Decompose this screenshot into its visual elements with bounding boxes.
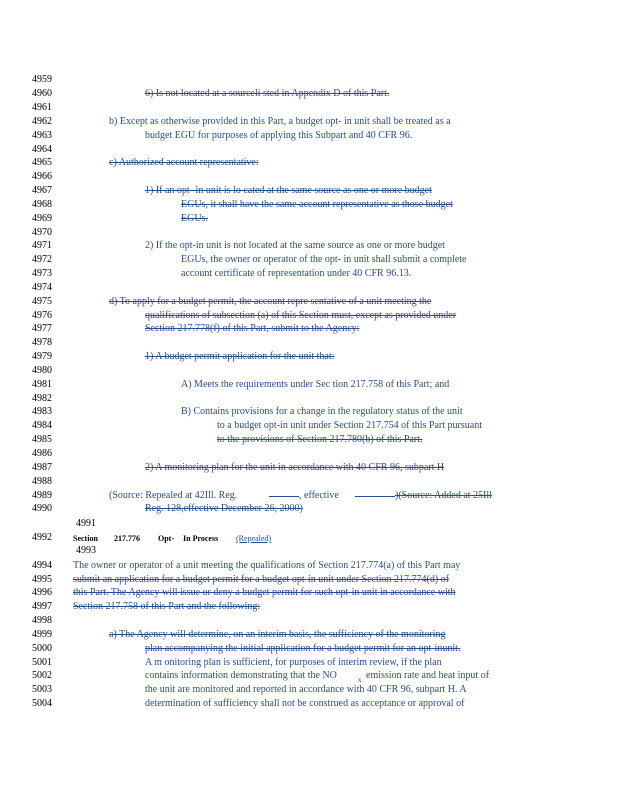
text-line: budget EGU for purposes of applying this Subpart and 40 CFR 96. (145, 130, 413, 141)
line-number: 4970 (32, 227, 52, 238)
line-number: 4973 (32, 268, 52, 279)
line-number: 5000 (32, 643, 52, 654)
text-line: determination of sufficiency shall not be construed as acceptance or approval of (145, 698, 465, 709)
text-line: Reg. 128,effective December 26, 2000) (145, 503, 303, 514)
text-line: EGUs. (181, 213, 208, 224)
line-number: 4964 (32, 144, 52, 155)
text-line: EGUs, the owner or operator of the opt- in unit shall submit a complete (181, 254, 467, 265)
blank-effective-date (355, 496, 395, 497)
text-line: b) Except as otherwise provided in this Part, a budget opt- in unit shall be treated as a (109, 116, 451, 127)
text-line: qualifications of subsection (a) of this Section must, except as provided under (145, 310, 457, 321)
text-line: Section 217.758 of this Part and the following: (73, 601, 261, 612)
text-line: 2) If the opt-in unit is not located at the same source as one or more budget (145, 240, 445, 251)
section-title-part1: Opt- (158, 534, 174, 543)
line-number: 4993 (76, 545, 96, 556)
line-number: 4978 (32, 337, 52, 348)
line-number: 4968 (32, 199, 52, 210)
line-number: 5001 (32, 657, 52, 668)
text-line: contains information demonstrating that the NO (145, 670, 337, 681)
text-line: this Part. The Agency will issue or deny a budget permit for such opt-in unit in accordance with (73, 587, 456, 598)
line-number: 4967 (32, 185, 52, 196)
line-number: 4995 (32, 574, 52, 585)
subscript-x: x (358, 676, 362, 684)
line-number: 4960 (32, 88, 52, 99)
text-line: account certificate of representation under 40 CFR 96.13. (181, 268, 412, 279)
text-line: The owner or operator of a unit meeting the qualifications of Section 217.774(a) of this Part may (73, 560, 461, 571)
line-number: 4971 (32, 240, 52, 251)
line-number: 4977 (32, 323, 52, 334)
source-note-part3: )(Source: Added at 25Ill (395, 490, 492, 501)
line-number: 4959 (32, 74, 52, 85)
text-line: A) Meets the requirements under Sec tion 217.758 of this Part; and (181, 379, 450, 390)
text-line: to the provisions of Section 217.780(b) of this Part. (217, 434, 423, 445)
line-number: 4991 (76, 518, 96, 529)
text-line: A m onitoring plan is sufficient, for purposes of interim review, if the plan (145, 657, 442, 668)
source-note-part2: , effective (299, 490, 339, 501)
line-number: 4962 (32, 116, 52, 127)
line-number: 4992 (32, 532, 52, 543)
line-number: 4987 (32, 462, 52, 473)
text-line: EGUs, it shall have the same account representative as those budget (181, 199, 453, 210)
text-line: to a budget opt-in unit under Section 217.754 of this Part pursuant (217, 420, 482, 431)
section-number: 217.776 (114, 534, 140, 543)
line-number: 4997 (32, 601, 52, 612)
line-number: 4980 (32, 365, 52, 376)
line-number: 4981 (32, 379, 52, 390)
line-number: 4984 (32, 420, 52, 431)
line-number: 4990 (32, 503, 52, 514)
text-line: 6) Is not located at a sourceli sted in Appendix D of this Part. (145, 88, 390, 99)
line-number: 4998 (32, 615, 52, 626)
text-line: emission rate and heat input of (366, 670, 490, 681)
line-number: 4994 (32, 560, 52, 571)
section-label: Section (73, 534, 98, 543)
line-number: 4966 (32, 171, 52, 182)
section-title-part2: In Process (183, 534, 219, 543)
text-line: Section 217.778(f) of this Part, submit to the Agency: (145, 323, 360, 334)
text-line: d) To apply for a budget permit, the account repre sentative of a unit meeting the (109, 296, 432, 307)
source-note-part1: (Source: Repealed at 42Ill. Reg. (109, 490, 238, 501)
text-line: 1) If an opt- in unit is lo cated at the same source as one or more budget (145, 185, 432, 196)
line-number: 4974 (32, 282, 52, 293)
line-number: 5003 (32, 684, 52, 695)
line-number: 4988 (32, 476, 52, 487)
line-number: 5002 (32, 670, 52, 681)
line-number: 4965 (32, 157, 52, 168)
repealed-tag: (Repealed) (236, 534, 272, 543)
line-number: 4979 (32, 351, 52, 362)
text-line: 2) A monitoring plan for the unit in accordance with 40 CFR 96, subpart H (145, 462, 445, 473)
line-number: 4963 (32, 130, 52, 141)
text-line: c) Authorized account representative: (109, 157, 259, 168)
blank-reg-number (269, 496, 299, 497)
text-line: submit an application for a budget permit for a budget opt-in unit under Section 217.774(d) of (73, 574, 450, 585)
line-number: 4961 (32, 102, 52, 113)
line-number: 4985 (32, 434, 52, 445)
line-number: 4972 (32, 254, 52, 265)
line-number: 4996 (32, 587, 52, 598)
text-line: a) The Agency will determine, on an interim basis, the sufficiency of the monitoring (109, 629, 446, 640)
line-number: 4999 (32, 629, 52, 640)
line-number: 4986 (32, 448, 52, 459)
text-line: B) Contains provisions for a change in the regulatory status of the unit (181, 406, 463, 417)
line-number: 4969 (32, 213, 52, 224)
line-number: 4976 (32, 310, 52, 321)
line-number: 5004 (32, 698, 52, 709)
text-line: plan accompanying the initial application for a budget permit for an opt-inunit. (145, 643, 461, 654)
line-number: 4983 (32, 406, 52, 417)
text-line: 1) A budget permit application for the unit that: (145, 351, 335, 362)
line-number: 4989 (32, 490, 52, 501)
text-line: the unit are monitored and reported in accordance with 40 CFR 96, subpart H. A (145, 684, 467, 695)
line-number: 4982 (32, 393, 52, 404)
line-number: 4975 (32, 296, 52, 307)
